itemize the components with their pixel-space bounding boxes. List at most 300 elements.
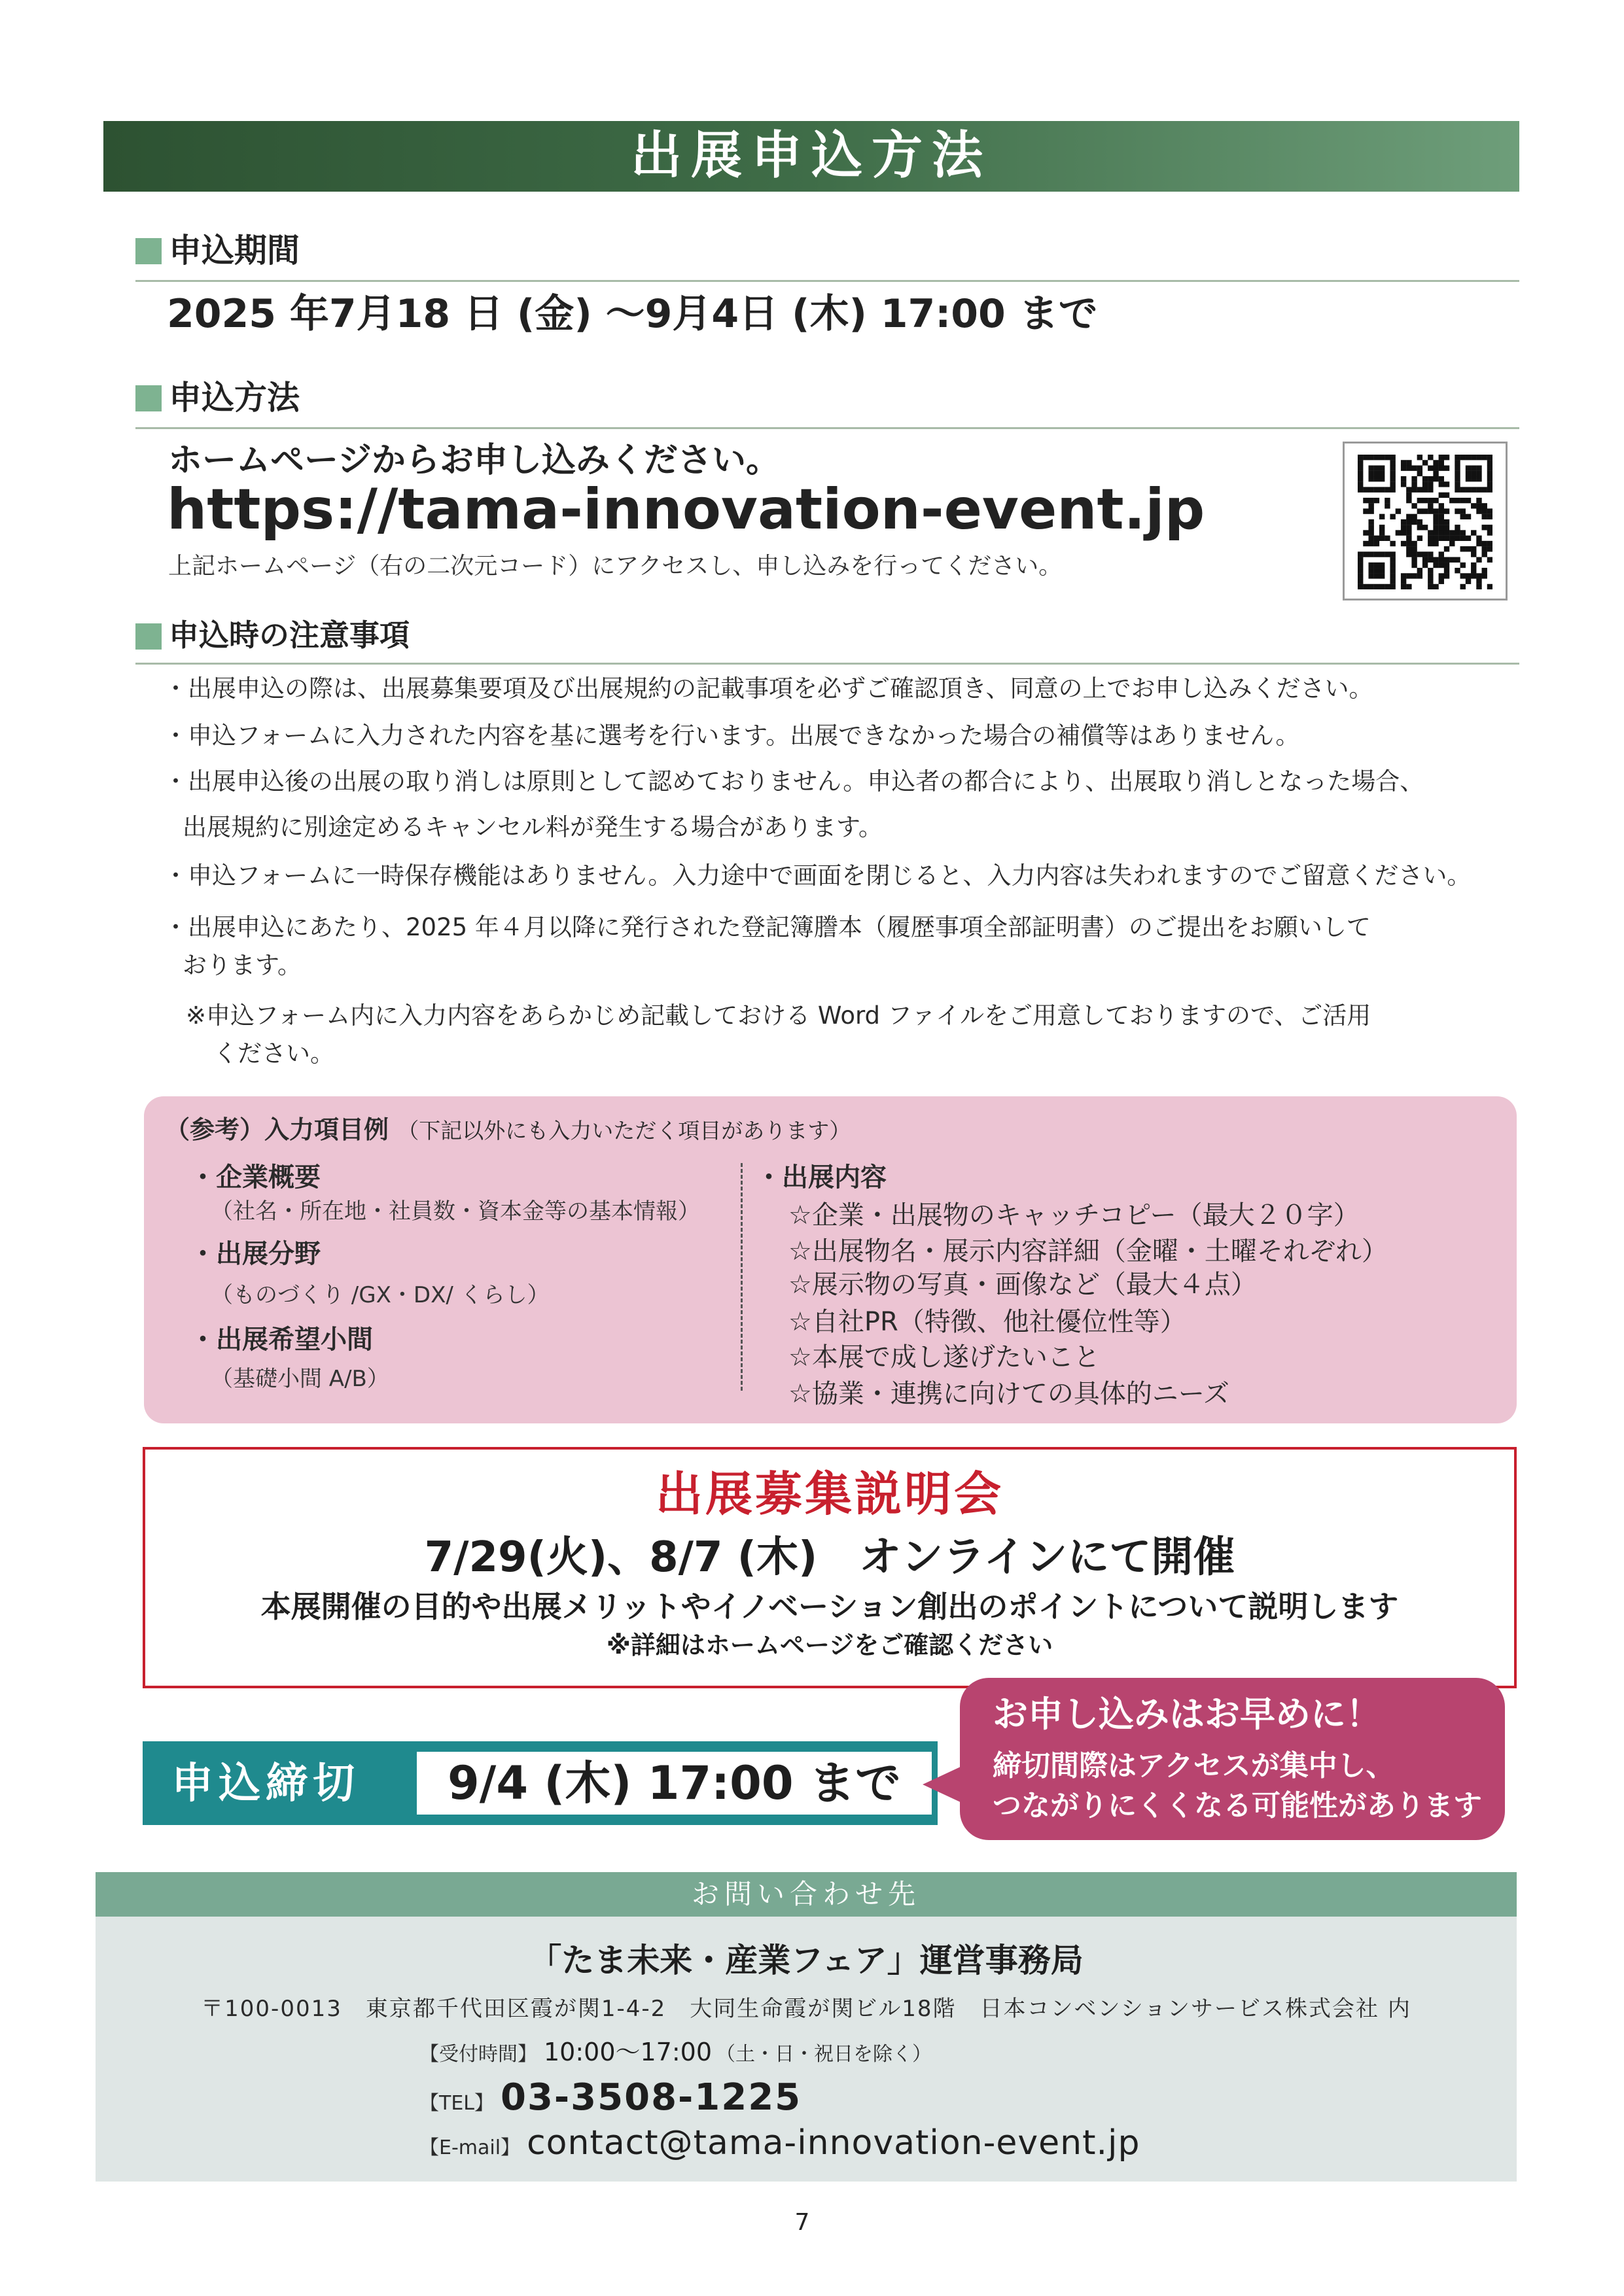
qr-module: [1487, 487, 1492, 492]
note-item: ・申込フォームに一時保存機能はありません。入力途中で画面を閉じると、入力内容は失われますのでご留意ください。: [164, 861, 1472, 890]
qr-module: [1406, 546, 1411, 551]
application-period: 2025 年7月18 日 (金) ～9月4日 (木) 17:00 まで: [167, 291, 1098, 337]
qr-module: [1487, 546, 1492, 551]
qr-module: [1411, 573, 1417, 578]
qr-module: [1368, 519, 1373, 525]
qr-module: [1379, 514, 1385, 519]
section-rule: [135, 663, 1519, 665]
contact-office: 「たま未来・産業フェア」運営事務局: [529, 1941, 1084, 1979]
qr-module: [1379, 455, 1385, 460]
qr-module: [1422, 563, 1428, 568]
qr-module: [1411, 503, 1417, 508]
qr-module: [1390, 557, 1395, 563]
qr-module: [1476, 573, 1481, 578]
hours-label: 【受付時間】: [419, 2043, 537, 2066]
qr-module: [1363, 455, 1368, 460]
qr-code-icon[interactable]: [1358, 455, 1492, 589]
qr-module: [1379, 525, 1385, 530]
qr-module: [1476, 471, 1481, 476]
qr-module: [1487, 541, 1492, 546]
contact-tel-row: [419, 2076, 802, 2119]
qr-module: [1379, 563, 1385, 568]
qr-module: [1482, 551, 1487, 557]
qr-module: [1444, 557, 1449, 563]
qr-module: [1422, 557, 1428, 563]
qr-module: [1368, 536, 1373, 541]
qr-module: [1487, 514, 1492, 519]
contact-heading: お問い合わせ先: [691, 1877, 921, 1910]
qr-module: [1417, 568, 1422, 573]
qr-module: [1460, 514, 1466, 519]
page-title: 出展申込方法: [630, 126, 992, 186]
qr-module: [1368, 573, 1373, 578]
qr-module: [1476, 579, 1481, 584]
qr-module: [1428, 557, 1433, 563]
qr-module: [1358, 465, 1363, 470]
qr-module: [1379, 551, 1385, 557]
qr-module: [1358, 557, 1363, 563]
hours-note: （土・日・祝日を除く）: [716, 2043, 932, 2066]
reference-content-item: ☆協業・連携に向けての具体的ニーズ: [788, 1379, 1229, 1409]
qr-module: [1433, 465, 1438, 470]
qr-module: [1444, 508, 1449, 513]
qr-module: [1476, 455, 1481, 460]
qr-module: [1390, 455, 1395, 460]
qr-module: [1363, 498, 1368, 503]
qr-module: [1476, 508, 1481, 513]
reference-content-item: ☆自社PR（特徴、他社優位性等）: [788, 1307, 1186, 1337]
qr-module: [1390, 573, 1395, 578]
qr-module: [1433, 525, 1438, 530]
reference-item-detail: （社名・所在地・社員数・資本金等の基本情報）: [211, 1198, 700, 1225]
qr-module: [1449, 536, 1455, 541]
qr-module: [1466, 579, 1471, 584]
qr-module: [1358, 455, 1363, 460]
qr-module: [1401, 584, 1406, 589]
reference-item-label: ・出展内容: [756, 1162, 887, 1192]
qr-module: [1368, 563, 1373, 568]
reference-item-label: ・出展希望小間: [190, 1325, 373, 1355]
qr-module: [1401, 476, 1406, 481]
qr-module: [1422, 487, 1428, 492]
qr-module: [1433, 584, 1438, 589]
qr-module: [1439, 551, 1444, 557]
qr-module: [1455, 471, 1460, 476]
qr-code-frame: [1343, 442, 1508, 600]
qr-module: [1439, 563, 1444, 568]
qr-module: [1428, 476, 1433, 481]
qr-module: [1401, 519, 1406, 525]
reference-content-item: ☆展示物の写真・画像など（最大４点）: [788, 1270, 1257, 1300]
qr-module: [1358, 573, 1363, 578]
method-lead: ホームページからお申し込みください。: [168, 441, 780, 480]
method-note: 上記ホームページ（右の二次元コード）にアクセスし、申し込みを行ってください。: [168, 553, 1063, 580]
reference-title-row: [165, 1115, 851, 1145]
qr-module: [1385, 551, 1390, 557]
qr-module: [1482, 546, 1487, 551]
briefing-note: ※詳細はホームページをご確認ください: [606, 1631, 1053, 1660]
qr-module: [1406, 460, 1411, 465]
qr-module: [1449, 530, 1455, 535]
qr-module: [1401, 530, 1406, 535]
qr-module: [1471, 530, 1476, 535]
reference-title: （参考）入力項目例: [165, 1115, 389, 1144]
qr-module: [1428, 487, 1433, 492]
contact-address: 〒100-0013 東京都千代田区霞が関1-4-2 大同生命霞が関ビル18階 日本コンベンションサービス株式会社 内: [201, 1996, 1411, 2022]
qr-module: [1466, 573, 1471, 578]
qr-module: [1411, 551, 1417, 557]
qr-module: [1428, 579, 1433, 584]
qr-module: [1476, 487, 1481, 492]
qr-module: [1476, 541, 1481, 546]
qr-module: [1390, 487, 1395, 492]
column-divider: [741, 1163, 743, 1391]
contact-header: [96, 1872, 1517, 1917]
qr-module: [1433, 563, 1438, 568]
qr-module: [1482, 541, 1487, 546]
callout-pointer: [923, 1766, 962, 1803]
qr-module: [1471, 476, 1476, 481]
qr-module: [1428, 508, 1433, 513]
reference-content-item: ☆出展物名・展示内容詳細（金曜・土曜それぞれ）: [788, 1236, 1388, 1266]
note-item: ・出展申込にあたり、2025 年４月以降に発行された登記簿謄本（履歴事項全部証明書）のご提出をお願いして: [164, 913, 1371, 941]
qr-module: [1487, 525, 1492, 530]
qr-module: [1439, 579, 1444, 584]
qr-module: [1379, 584, 1385, 589]
qr-module: [1406, 487, 1411, 492]
qr-module: [1374, 563, 1379, 568]
note-item: ・申込フォームに入力された内容を基に選考を行います。出展できなかった場合の補償等はありません。: [164, 722, 1300, 750]
qr-module: [1466, 487, 1471, 492]
qr-module: [1487, 508, 1492, 513]
qr-module: [1411, 514, 1417, 519]
qr-module: [1444, 530, 1449, 535]
qr-module: [1385, 498, 1390, 503]
qr-module: [1471, 568, 1476, 573]
qr-module: [1390, 476, 1395, 481]
qr-module: [1401, 460, 1406, 465]
qr-module: [1368, 503, 1373, 508]
qr-module: [1374, 573, 1379, 578]
qr-module: [1363, 508, 1368, 513]
qr-module: [1417, 465, 1422, 470]
qr-module: [1471, 563, 1476, 568]
qr-module: [1368, 525, 1373, 530]
qr-module: [1476, 536, 1481, 541]
qr-module: [1363, 487, 1368, 492]
note-item: ・出展申込の際は、出展募集要項及び出展規約の記載事項を必ずご確認頂き、同意の上でお申し込みください。: [164, 674, 1373, 703]
qr-module: [1422, 508, 1428, 513]
qr-module: [1406, 498, 1411, 503]
qr-module: [1460, 573, 1466, 578]
qr-module: [1422, 476, 1428, 481]
deadline-value: 9/4 (木) 17:00 まで: [448, 1756, 901, 1810]
qr-module: [1417, 498, 1422, 503]
section-marker-icon: [135, 238, 162, 264]
qr-module: [1466, 514, 1471, 519]
qr-module: [1476, 557, 1481, 563]
qr-module: [1390, 471, 1395, 476]
reference-content-item: ☆企業・出展物のキャッチコピー（最大２０字）: [788, 1200, 1360, 1230]
qr-module: [1406, 584, 1411, 589]
qr-module: [1422, 525, 1428, 530]
qr-module: [1379, 568, 1385, 573]
qr-module: [1390, 465, 1395, 470]
qr-module: [1358, 476, 1363, 481]
qr-module: [1379, 465, 1385, 470]
qr-module: [1487, 481, 1492, 487]
qr-module: [1433, 530, 1438, 535]
qr-module: [1411, 481, 1417, 487]
callout-title: お申し込みはお早めに！: [993, 1694, 1381, 1735]
qr-module: [1396, 508, 1401, 513]
qr-module: [1471, 551, 1476, 557]
qr-module: [1460, 487, 1466, 492]
contact-hours-row: [419, 2038, 938, 2068]
qr-module: [1422, 460, 1428, 465]
qr-module: [1368, 551, 1373, 557]
briefing-dates: 7/29(火)、8/7 (木) オンラインにて開催: [424, 1533, 1235, 1582]
qr-module: [1411, 487, 1417, 492]
qr-module: [1368, 465, 1373, 470]
qr-module: [1368, 541, 1373, 546]
qr-module: [1439, 508, 1444, 513]
qr-module: [1401, 541, 1406, 546]
qr-module: [1390, 551, 1395, 557]
qr-module: [1460, 455, 1466, 460]
qr-module: [1455, 525, 1460, 530]
qr-module: [1482, 503, 1487, 508]
qr-module: [1466, 471, 1471, 476]
qr-module: [1428, 455, 1433, 460]
qr-module: [1374, 476, 1379, 481]
qr-module: [1374, 584, 1379, 589]
qr-module: [1374, 471, 1379, 476]
email-label: 【E-mail】: [419, 2136, 521, 2159]
qr-module: [1487, 584, 1492, 589]
contact-email-row: [419, 2123, 1140, 2163]
qr-module: [1358, 584, 1363, 589]
page-number: 7: [794, 2209, 810, 2236]
qr-module: [1466, 546, 1471, 551]
qr-module: [1433, 557, 1438, 563]
reference-item-label: ・出展分野: [190, 1239, 321, 1269]
qr-module: [1406, 465, 1411, 470]
qr-module: [1385, 455, 1390, 460]
qr-module: [1379, 573, 1385, 578]
section-marker-icon: [135, 623, 162, 650]
qr-module: [1466, 536, 1471, 541]
qr-module: [1417, 508, 1422, 513]
qr-module: [1455, 568, 1460, 573]
qr-module: [1476, 476, 1481, 481]
deadline-label: 申込締切: [171, 1760, 360, 1808]
qr-module: [1433, 508, 1438, 513]
qr-module: [1385, 487, 1390, 492]
qr-module: [1482, 525, 1487, 530]
qr-module: [1368, 455, 1373, 460]
qr-module: [1439, 536, 1444, 541]
qr-module: [1471, 573, 1476, 578]
note-item: ・出展申込後の出展の取り消しは原則として認めておりません。申込者の都合により、出展取り消しとなった場合、: [164, 767, 1424, 795]
qr-module: [1487, 476, 1492, 481]
qr-module: [1401, 525, 1406, 530]
qr-module: [1482, 514, 1487, 519]
note-item-continued: おります。: [183, 951, 302, 979]
qr-module: [1390, 563, 1395, 568]
qr-module: [1411, 465, 1417, 470]
qr-module: [1471, 503, 1476, 508]
qr-module: [1439, 503, 1444, 508]
deadline-value-box: [417, 1752, 932, 1815]
qr-module: [1406, 530, 1411, 535]
qr-module: [1487, 530, 1492, 535]
hours-value: 10:00～17:00: [544, 2038, 713, 2066]
section-rule: [135, 427, 1519, 429]
reference-item-detail: （ものづくり /GX・DX/ くらし）: [211, 1282, 550, 1308]
qr-module: [1428, 498, 1433, 503]
qr-module: [1476, 465, 1481, 470]
qr-module: [1428, 541, 1433, 546]
title-bar: [103, 121, 1519, 192]
qr-module: [1444, 546, 1449, 551]
qr-module: [1482, 487, 1487, 492]
qr-module: [1390, 568, 1395, 573]
qr-module: [1417, 455, 1422, 460]
qr-module: [1374, 455, 1379, 460]
qr-module: [1482, 508, 1487, 513]
qr-module: [1460, 546, 1466, 551]
qr-module: [1411, 546, 1417, 551]
qr-module: [1358, 551, 1363, 557]
qr-module: [1368, 584, 1373, 589]
qr-module: [1455, 557, 1460, 563]
qr-module: [1417, 519, 1422, 525]
qr-module: [1406, 525, 1411, 530]
qr-module: [1396, 530, 1401, 535]
qr-module: [1428, 568, 1433, 573]
qr-module: [1449, 541, 1455, 546]
qr-module: [1406, 514, 1411, 519]
qr-module: [1444, 563, 1449, 568]
qr-module: [1471, 487, 1476, 492]
qr-module: [1433, 541, 1438, 546]
qr-module: [1476, 503, 1481, 508]
qr-module: [1358, 481, 1363, 487]
qr-module: [1428, 530, 1433, 535]
qr-module: [1411, 557, 1417, 563]
qr-module: [1466, 465, 1471, 470]
qr-module: [1358, 471, 1363, 476]
qr-module: [1487, 471, 1492, 476]
qr-module: [1487, 460, 1492, 465]
reference-item-detail: （基礎小間 A/B）: [211, 1366, 389, 1392]
qr-module: [1390, 460, 1395, 465]
qr-module: [1444, 455, 1449, 460]
qr-module: [1428, 481, 1433, 487]
qr-module: [1444, 573, 1449, 578]
qr-module: [1401, 579, 1406, 584]
section-marker-icon: [135, 385, 162, 411]
qr-module: [1455, 465, 1460, 470]
qr-module: [1439, 557, 1444, 563]
qr-module: [1433, 498, 1438, 503]
qr-module: [1444, 481, 1449, 487]
qr-module: [1460, 536, 1466, 541]
qr-module: [1471, 546, 1476, 551]
qr-module: [1466, 455, 1471, 460]
qr-module: [1374, 487, 1379, 492]
qr-module: [1466, 498, 1471, 503]
note-item-continued: 出展規約に別途定めるキャンセル料が発生する場合があります。: [183, 813, 883, 841]
qr-module: [1455, 455, 1460, 460]
qr-module: [1455, 530, 1460, 535]
qr-module: [1379, 530, 1385, 535]
qr-module: [1417, 551, 1422, 557]
qr-module: [1363, 530, 1368, 535]
qr-module: [1401, 573, 1406, 578]
qr-module: [1439, 530, 1444, 535]
qr-module: [1390, 514, 1395, 519]
email-link[interactable]: contact@tama-innovation-event.jp: [527, 2123, 1140, 2163]
qr-module: [1433, 514, 1438, 519]
qr-module: [1368, 476, 1373, 481]
qr-module: [1390, 481, 1395, 487]
callout-line: 締切間際はアクセスが集中し、: [993, 1749, 1395, 1783]
qr-module: [1433, 471, 1438, 476]
qr-module: [1428, 584, 1433, 589]
qr-module: [1368, 508, 1373, 513]
qr-module: [1374, 465, 1379, 470]
qr-module: [1471, 465, 1476, 470]
qr-module: [1422, 551, 1428, 557]
qr-module: [1428, 465, 1433, 470]
qr-module: [1471, 455, 1476, 460]
qr-module: [1422, 498, 1428, 503]
qr-module: [1358, 563, 1363, 568]
qr-module: [1439, 525, 1444, 530]
qr-module: [1390, 541, 1395, 546]
qr-module: [1379, 471, 1385, 476]
qr-module: [1428, 503, 1433, 508]
website-link[interactable]: https://tama-innovation-event.jp: [167, 477, 1205, 542]
qr-module: [1439, 481, 1444, 487]
qr-module: [1487, 465, 1492, 470]
qr-module: [1363, 584, 1368, 589]
qr-module: [1439, 455, 1444, 460]
qr-module: [1406, 519, 1411, 525]
qr-module: [1374, 541, 1379, 546]
qr-module: [1439, 476, 1444, 481]
qr-module: [1401, 465, 1406, 470]
qr-module: [1444, 519, 1449, 525]
qr-module: [1460, 508, 1466, 513]
reference-content-item: ☆本展で成し遂げたいこと: [788, 1342, 1100, 1372]
qr-module: [1476, 584, 1481, 589]
qr-module: [1444, 493, 1449, 498]
qr-module: [1455, 481, 1460, 487]
qr-module: [1417, 525, 1422, 530]
tel-number[interactable]: 03-3508-1225: [501, 2076, 802, 2119]
qr-module: [1406, 551, 1411, 557]
qr-module: [1455, 460, 1460, 465]
qr-module: [1422, 481, 1428, 487]
qr-module: [1455, 487, 1460, 492]
tel-label: 【TEL】: [419, 2092, 494, 2115]
qr-module: [1417, 487, 1422, 492]
qr-module: [1455, 508, 1460, 513]
qr-module: [1368, 568, 1373, 573]
